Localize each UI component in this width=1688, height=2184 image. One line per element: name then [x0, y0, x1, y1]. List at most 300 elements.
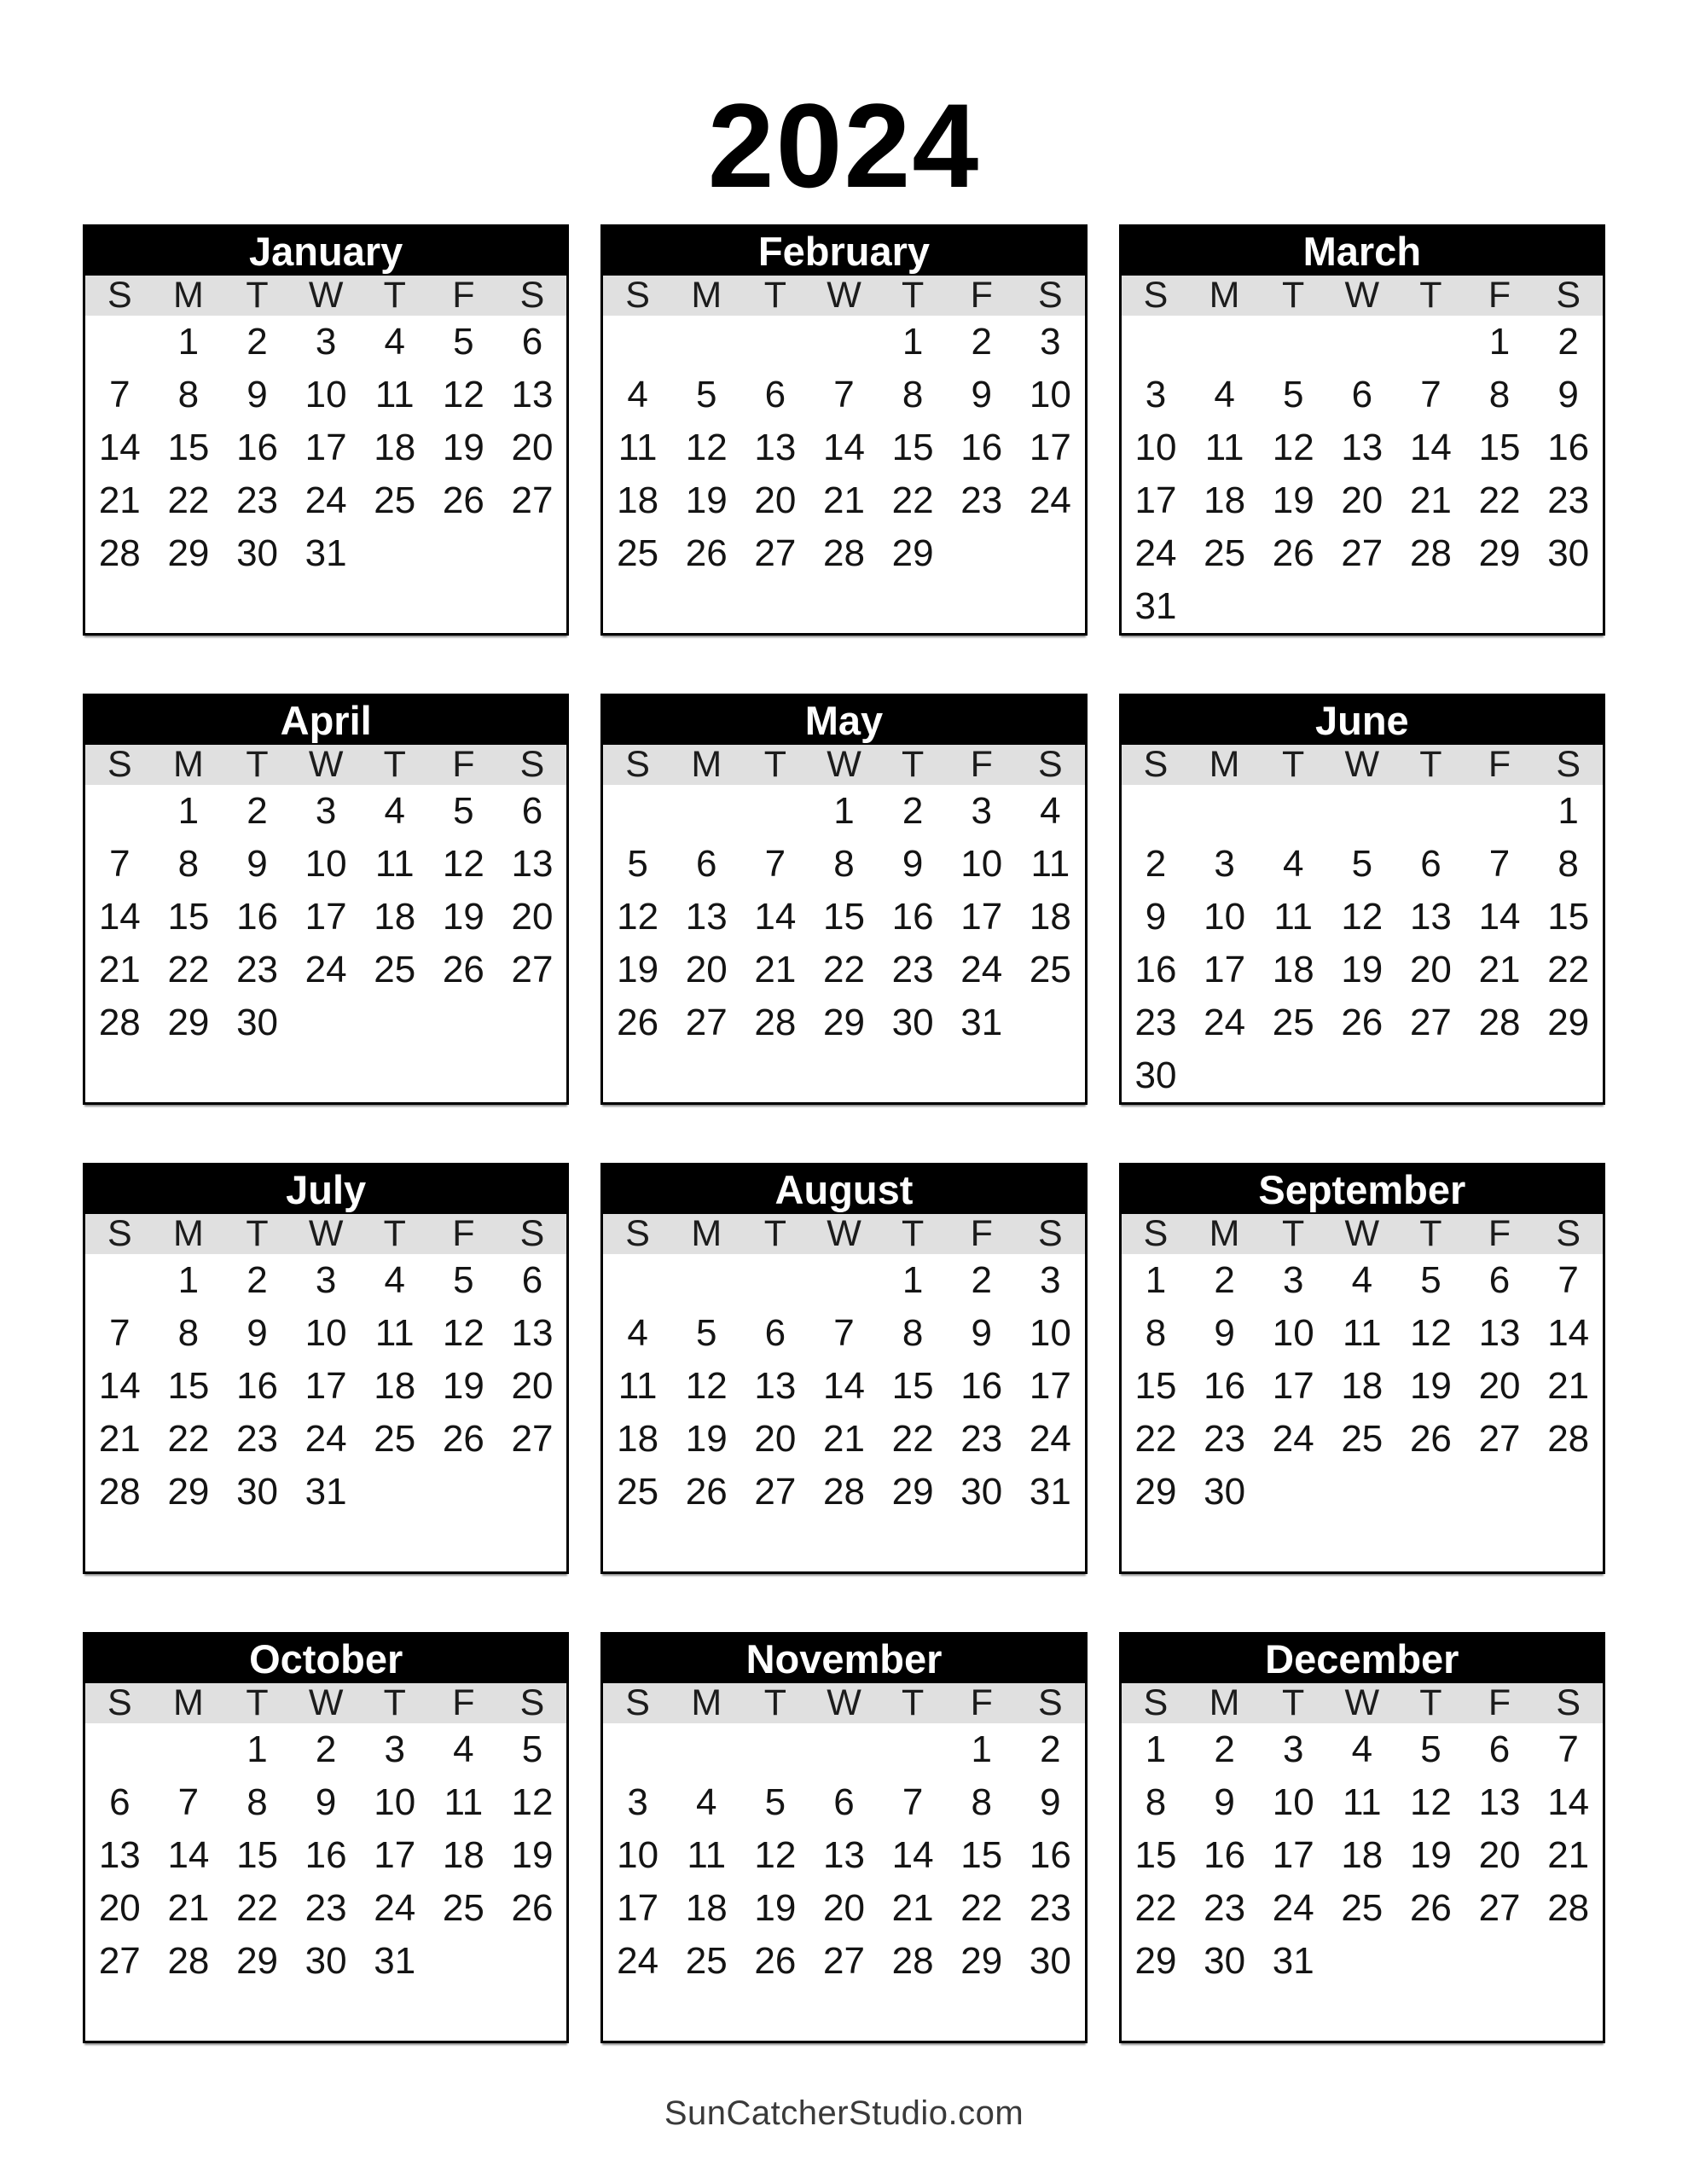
- dow-cell: F: [970, 1213, 993, 1254]
- day-cell: 5: [696, 1312, 717, 1354]
- day-cell-empty: [879, 1519, 948, 1571]
- month-title: September: [1122, 1165, 1603, 1214]
- week-row: [85, 527, 566, 580]
- day-cell-empty: [1259, 1519, 1328, 1571]
- month-card: [83, 694, 569, 1105]
- dow-cell: T: [1282, 1682, 1305, 1723]
- dow-cell: M: [173, 1682, 204, 1723]
- day-cell-empty: [360, 580, 429, 633]
- day-cell: 28: [754, 1002, 797, 1043]
- day-cell: 7: [109, 374, 131, 415]
- dow-cell: S: [107, 744, 132, 785]
- dow-cell: S: [1143, 1213, 1169, 1254]
- day-cell: 15: [167, 1365, 210, 1407]
- day-cell: 21: [823, 1418, 865, 1460]
- day-cell: 3: [315, 790, 337, 832]
- day-cell: 17: [1272, 1365, 1314, 1407]
- day-cell: 18: [374, 896, 416, 938]
- day-cell: 14: [1478, 896, 1521, 938]
- day-cell: 22: [823, 949, 865, 990]
- day-cell-empty: [1534, 1988, 1603, 2041]
- dow-cell: M: [691, 744, 722, 785]
- day-cell-empty: [672, 316, 741, 369]
- day-cell: 28: [98, 532, 141, 574]
- day-cell: 16: [960, 1365, 1003, 1407]
- week-row: [1122, 474, 1603, 527]
- page-title: 2024: [707, 78, 981, 212]
- day-cell: 29: [1134, 1471, 1177, 1513]
- day-cell: 30: [236, 1471, 279, 1513]
- day-cell: 11: [374, 1312, 415, 1354]
- week-row: [1122, 1988, 1603, 2041]
- day-cell-empty: [360, 1049, 429, 1102]
- day-cell-empty: [1016, 1049, 1085, 1102]
- day-cell: 20: [754, 479, 797, 521]
- day-cell: 18: [617, 1418, 659, 1460]
- day-cell-empty: [85, 1254, 154, 1307]
- day-cell: 30: [1134, 1054, 1177, 1096]
- day-cell-empty: [429, 1466, 498, 1519]
- day-cell: 20: [823, 1887, 865, 1929]
- week-row: [603, 944, 1084, 996]
- day-cell: 24: [1029, 1418, 1071, 1460]
- month-card: [1119, 694, 1605, 1105]
- week-row: [1122, 1935, 1603, 1988]
- day-cell: 29: [1478, 532, 1521, 574]
- dow-cell: S: [1037, 1213, 1063, 1254]
- day-cell: 21: [1409, 479, 1452, 521]
- week-row: [603, 838, 1084, 891]
- day-cell-empty: [741, 1723, 810, 1776]
- week-row: [1122, 1360, 1603, 1413]
- day-cell: 11: [1342, 1312, 1382, 1354]
- day-cell-empty: [1122, 316, 1191, 369]
- day-cell-empty: [1465, 1988, 1534, 2041]
- day-cell-empty: [1465, 580, 1534, 633]
- day-cell: 22: [1134, 1887, 1177, 1929]
- week-row: [85, 1360, 566, 1413]
- day-cell: 27: [511, 479, 554, 521]
- day-cell: 24: [374, 1887, 416, 1929]
- month-card: [1119, 1632, 1605, 2043]
- week-row: [85, 474, 566, 527]
- dow-cell: S: [1037, 1682, 1063, 1723]
- day-cell: 5: [764, 1781, 786, 1823]
- day-cell: 9: [1145, 896, 1167, 938]
- day-cell-empty: [498, 1466, 567, 1519]
- day-cell: 14: [1547, 1781, 1590, 1823]
- day-cell: 17: [305, 427, 347, 468]
- month-days: [603, 785, 1084, 1102]
- day-cell-empty: [1396, 1935, 1465, 1988]
- page-footer: [0, 2043, 1688, 2184]
- day-cell: 22: [236, 1887, 279, 1929]
- day-cell-empty: [154, 1519, 223, 1571]
- day-cell: 25: [1341, 1887, 1383, 1929]
- day-cell: 25: [685, 1940, 728, 1982]
- day-cell: 29: [960, 1940, 1003, 1982]
- day-cell: 7: [833, 1312, 855, 1354]
- week-row: [85, 316, 566, 369]
- week-row: [603, 1988, 1084, 2041]
- week-row: [85, 369, 566, 421]
- day-cell: 23: [236, 479, 279, 521]
- dow-cell: S: [1556, 1682, 1581, 1723]
- day-cell: 4: [384, 1259, 406, 1301]
- day-cell: 2: [1145, 843, 1167, 885]
- day-cell: 17: [1029, 427, 1071, 468]
- day-cell: 24: [617, 1940, 659, 1982]
- day-cell: 9: [1214, 1312, 1235, 1354]
- day-of-week-header: [603, 1683, 1084, 1723]
- day-cell-empty: [947, 1049, 1016, 1102]
- week-row: [85, 1882, 566, 1935]
- day-cell: 23: [236, 949, 279, 990]
- day-cell-empty: [360, 1519, 429, 1571]
- day-cell: 9: [247, 843, 268, 885]
- dow-cell: S: [1037, 744, 1063, 785]
- day-cell-empty: [1396, 1049, 1465, 1102]
- week-row: [603, 474, 1084, 527]
- day-of-week-header: [603, 1214, 1084, 1254]
- day-cell: 3: [315, 1259, 337, 1301]
- day-cell: 22: [891, 479, 934, 521]
- month-days: [603, 316, 1084, 633]
- day-cell-empty: [1190, 785, 1259, 838]
- day-of-week-header: [85, 1214, 566, 1254]
- day-cell-empty: [672, 1254, 741, 1307]
- day-cell-empty: [292, 996, 361, 1049]
- day-cell: 14: [98, 1365, 141, 1407]
- day-cell: 2: [247, 790, 268, 832]
- day-cell: 7: [109, 843, 131, 885]
- dow-cell: S: [1037, 275, 1063, 316]
- day-cell: 5: [1351, 843, 1373, 885]
- day-cell: 30: [305, 1940, 347, 1982]
- week-row: [603, 1254, 1084, 1307]
- day-cell: 11: [374, 843, 415, 885]
- dow-cell: S: [107, 275, 132, 316]
- day-cell: 6: [521, 790, 543, 832]
- day-cell-empty: [879, 580, 948, 633]
- day-cell-empty: [603, 316, 672, 369]
- day-cell-empty: [1259, 316, 1328, 369]
- day-cell: 16: [960, 427, 1003, 468]
- day-cell: 19: [617, 949, 659, 990]
- day-cell: 27: [1409, 1002, 1452, 1043]
- day-cell: 18: [617, 479, 659, 521]
- day-cell-empty: [879, 1049, 948, 1102]
- day-cell: 24: [1272, 1418, 1314, 1460]
- dow-cell: S: [519, 744, 545, 785]
- dow-cell: W: [827, 275, 861, 316]
- week-row: [85, 1988, 566, 2041]
- week-row: [1122, 1049, 1603, 1102]
- day-of-week-header: [1122, 1214, 1603, 1254]
- day-cell-empty: [429, 1049, 498, 1102]
- day-cell: 3: [1040, 321, 1061, 363]
- dow-cell: T: [1282, 1213, 1305, 1254]
- day-cell: 28: [1409, 532, 1452, 574]
- week-row: [1122, 580, 1603, 633]
- day-cell: 1: [247, 1728, 268, 1770]
- day-cell: 16: [1029, 1834, 1071, 1876]
- day-cell: 26: [685, 1471, 728, 1513]
- day-cell: 19: [1409, 1365, 1452, 1407]
- week-row: [1122, 944, 1603, 996]
- day-cell: 11: [618, 427, 658, 468]
- day-cell: 8: [1145, 1781, 1167, 1823]
- day-cell: 17: [1134, 479, 1177, 521]
- day-cell: 21: [1478, 949, 1521, 990]
- day-cell: 24: [305, 479, 347, 521]
- day-cell: 12: [442, 1312, 484, 1354]
- day-cell: 9: [902, 843, 924, 885]
- dow-cell: M: [1209, 1682, 1240, 1723]
- day-cell: 27: [98, 1940, 141, 1982]
- dow-cell: T: [246, 275, 269, 316]
- day-cell: 6: [1488, 1259, 1511, 1301]
- day-cell: 18: [685, 1887, 728, 1929]
- dow-cell: W: [827, 1213, 861, 1254]
- dow-cell: T: [1282, 744, 1305, 785]
- day-cell: 20: [511, 1365, 554, 1407]
- day-cell: 3: [971, 790, 992, 832]
- day-cell: 19: [1409, 1834, 1452, 1876]
- day-cell-empty: [1396, 785, 1465, 838]
- day-of-week-header: [1122, 745, 1603, 785]
- month-card: [1119, 224, 1605, 636]
- day-cell: 20: [511, 896, 554, 938]
- month-title: March: [1122, 227, 1603, 276]
- day-cell-empty: [947, 527, 1016, 580]
- month-title: May: [603, 696, 1084, 745]
- dow-cell: T: [901, 275, 925, 316]
- day-cell: 5: [627, 843, 648, 885]
- week-row: [85, 421, 566, 474]
- week-row: [1122, 1466, 1603, 1519]
- dow-cell: W: [1344, 275, 1380, 316]
- day-cell: 10: [1029, 1312, 1071, 1354]
- dow-cell: W: [308, 1682, 344, 1723]
- week-row: [85, 1723, 566, 1776]
- day-cell: 31: [1134, 585, 1177, 627]
- day-cell: 15: [167, 896, 210, 938]
- day-cell-empty: [1259, 1988, 1328, 2041]
- day-cell: 9: [315, 1781, 337, 1823]
- day-cell: 15: [236, 1834, 279, 1876]
- day-cell-empty: [85, 1519, 154, 1571]
- day-cell-empty: [809, 1723, 879, 1776]
- day-cell-empty: [741, 1049, 810, 1102]
- day-cell: 27: [1478, 1887, 1521, 1929]
- day-cell: 24: [1134, 532, 1177, 574]
- day-cell: 2: [1040, 1728, 1061, 1770]
- week-row: [85, 580, 566, 633]
- day-cell: 6: [696, 843, 717, 885]
- month-days: [1122, 1723, 1603, 2041]
- dow-cell: S: [519, 275, 545, 316]
- day-cell-empty: [1016, 1519, 1085, 1571]
- day-cell: 28: [823, 532, 865, 574]
- day-cell: 21: [754, 949, 797, 990]
- day-cell: 23: [1029, 1887, 1071, 1929]
- dow-cell: T: [763, 744, 786, 785]
- day-cell: 10: [1134, 427, 1177, 468]
- week-row: [603, 891, 1084, 944]
- day-cell-empty: [1328, 785, 1397, 838]
- day-cell-empty: [429, 996, 498, 1049]
- day-cell: 21: [823, 479, 865, 521]
- day-cell: 10: [305, 843, 347, 885]
- day-cell-empty: [154, 1049, 223, 1102]
- day-cell: 5: [696, 374, 717, 415]
- day-cell: 17: [1272, 1834, 1314, 1876]
- day-cell: 4: [627, 1312, 648, 1354]
- day-cell: 6: [1488, 1728, 1511, 1770]
- day-cell: 10: [374, 1781, 416, 1823]
- day-cell: 28: [823, 1471, 865, 1513]
- day-cell: 17: [305, 1365, 347, 1407]
- day-cell: 7: [764, 843, 786, 885]
- day-cell-empty: [292, 1988, 361, 2041]
- day-cell: 3: [315, 321, 337, 363]
- day-cell: 12: [1272, 427, 1314, 468]
- day-cell: 29: [891, 1471, 934, 1513]
- dow-cell: T: [763, 1213, 786, 1254]
- day-cell: 10: [1272, 1312, 1314, 1354]
- day-cell: 25: [442, 1887, 484, 1929]
- day-cell-empty: [223, 1519, 292, 1571]
- month-title: December: [1122, 1635, 1603, 1683]
- day-cell: 8: [833, 843, 855, 885]
- month-card: [600, 694, 1087, 1105]
- month-days: [1122, 785, 1603, 1102]
- dow-cell: S: [519, 1213, 545, 1254]
- day-cell: 30: [891, 1002, 934, 1043]
- day-cell: 19: [442, 896, 484, 938]
- day-cell: 7: [902, 1781, 924, 1823]
- dow-cell: F: [452, 1213, 475, 1254]
- day-cell: 12: [511, 1781, 554, 1823]
- day-cell: 7: [177, 1781, 200, 1823]
- day-cell: 7: [1420, 374, 1441, 415]
- day-cell: 3: [627, 1781, 648, 1823]
- day-cell: 31: [374, 1940, 416, 1982]
- dow-cell: W: [1344, 1682, 1380, 1723]
- day-cell: 10: [617, 1834, 659, 1876]
- dow-cell: T: [1419, 1213, 1442, 1254]
- day-cell: 30: [1204, 1940, 1246, 1982]
- day-cell: 19: [442, 427, 484, 468]
- week-row: [85, 944, 566, 996]
- day-cell: 22: [891, 1418, 934, 1460]
- day-cell-empty: [1396, 1519, 1465, 1571]
- day-cell: 9: [247, 1312, 268, 1354]
- dow-cell: S: [625, 744, 650, 785]
- day-cell-empty: [223, 1988, 292, 2041]
- month-days: [1122, 1254, 1603, 1571]
- day-cell: 15: [960, 1834, 1003, 1876]
- day-cell: 15: [891, 1365, 934, 1407]
- day-cell-empty: [1534, 1519, 1603, 1571]
- day-cell: 10: [1029, 374, 1071, 415]
- day-cell: 27: [1341, 532, 1383, 574]
- dow-cell: F: [1488, 744, 1511, 785]
- day-cell: 27: [685, 1002, 728, 1043]
- day-cell-empty: [1122, 785, 1191, 838]
- day-cell: 22: [167, 479, 210, 521]
- day-cell: 12: [685, 427, 728, 468]
- day-cell: 20: [754, 1418, 797, 1460]
- day-cell-empty: [809, 1519, 879, 1571]
- day-cell: 3: [1282, 1259, 1304, 1301]
- day-cell-empty: [741, 1988, 810, 2041]
- week-row: [85, 838, 566, 891]
- day-cell-empty: [672, 1723, 741, 1776]
- day-cell-empty: [947, 580, 1016, 633]
- day-cell: 23: [1204, 1418, 1246, 1460]
- day-cell: 10: [305, 1312, 347, 1354]
- day-cell: 19: [685, 479, 728, 521]
- day-cell: 1: [177, 321, 200, 363]
- day-cell-empty: [154, 1988, 223, 2041]
- dow-cell: S: [1143, 1682, 1169, 1723]
- day-cell: 11: [618, 1365, 658, 1407]
- day-cell-empty: [603, 785, 672, 838]
- day-cell: 16: [236, 896, 279, 938]
- day-cell-empty: [85, 1988, 154, 2041]
- week-row: [1122, 996, 1603, 1049]
- day-cell: 2: [971, 1259, 992, 1301]
- dow-cell: F: [452, 275, 475, 316]
- day-cell-empty: [429, 1935, 498, 1988]
- dow-cell: F: [452, 744, 475, 785]
- week-row: [85, 785, 566, 838]
- day-of-week-header: [1122, 1683, 1603, 1723]
- week-row: [603, 1519, 1084, 1571]
- day-cell: 6: [764, 374, 786, 415]
- day-cell: 12: [1409, 1781, 1452, 1823]
- week-row: [85, 1307, 566, 1360]
- day-cell: 14: [98, 427, 141, 468]
- day-cell: 26: [754, 1940, 797, 1982]
- day-cell: 28: [167, 1940, 210, 1982]
- day-cell-empty: [603, 1519, 672, 1571]
- day-cell-empty: [429, 580, 498, 633]
- day-cell: 19: [1272, 479, 1314, 521]
- day-cell: 28: [1478, 1002, 1521, 1043]
- day-cell: 25: [374, 949, 416, 990]
- day-cell-empty: [809, 1988, 879, 2041]
- week-row: [85, 1049, 566, 1102]
- day-cell: 4: [696, 1781, 717, 1823]
- week-row: [603, 527, 1084, 580]
- day-cell: 13: [1409, 896, 1452, 938]
- day-cell: 5: [1282, 374, 1304, 415]
- day-cell: 23: [305, 1887, 347, 1929]
- dow-cell: T: [901, 1213, 925, 1254]
- day-cell: 2: [971, 321, 992, 363]
- day-cell: 6: [521, 321, 543, 363]
- day-cell: 20: [1409, 949, 1452, 990]
- day-cell: 16: [305, 1834, 347, 1876]
- month-card: [600, 1632, 1087, 2043]
- week-row: [1122, 785, 1603, 838]
- dow-cell: M: [1209, 744, 1240, 785]
- day-cell: 8: [1488, 374, 1511, 415]
- day-cell-empty: [809, 1049, 879, 1102]
